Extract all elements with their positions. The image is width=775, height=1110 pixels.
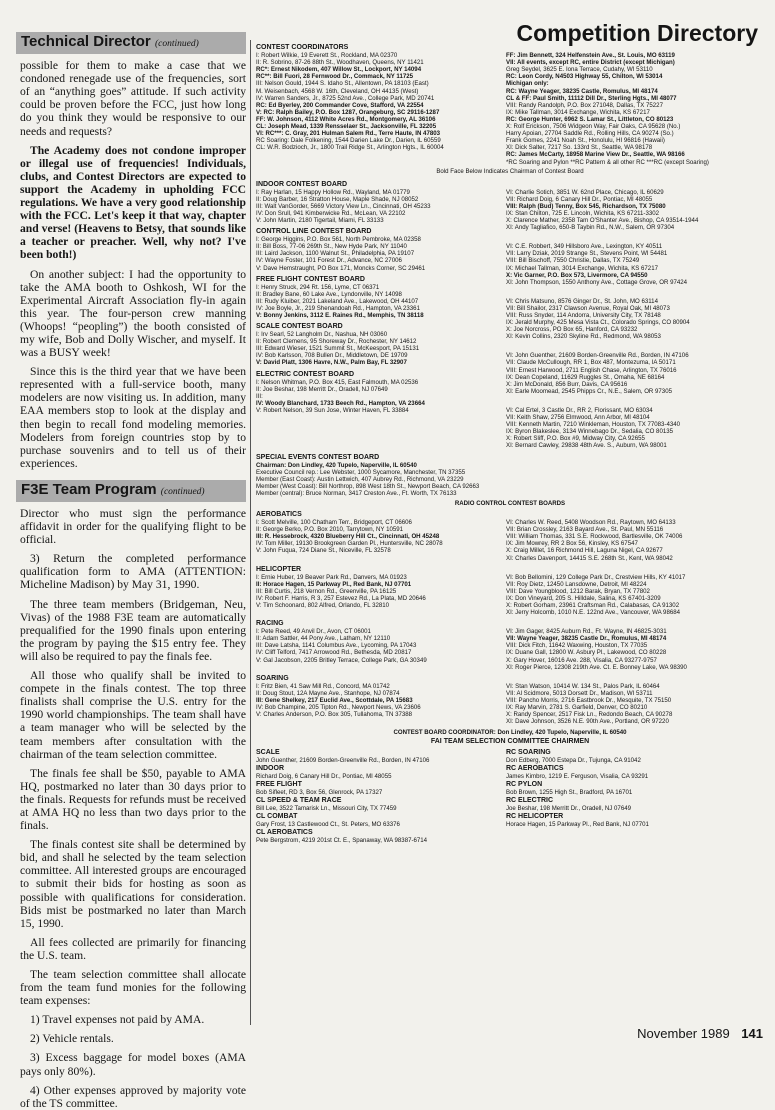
fai-heading: FAI TEAM SELECTION COMMITTEE CHAIRMEN: [430, 738, 590, 746]
board-member-line: III: Rudy Kluiber, 2021 Lakeland Ave., Lakewood, OH 44107: [256, 297, 419, 305]
board-member-line: X: Clarence Mather, 2358 Tam O'Shanter Ave., Bishop, CA 93514-1944: [506, 217, 699, 225]
board-member-line: IX: Jim Mowrey, RR 2 Box 56, Kinsley, KS 67547: [506, 540, 638, 548]
board-member-line: VI: Stan Watson, 10414 W. 134 St., Palos Park, IL 60464: [506, 682, 660, 690]
f3e-paragraph: All those who qualify shall be invited to compete in the finals contest. The top three finalists shall comprise the U.S. entry for the 1990 world championships. The team shall have a team manager who will be selected by the team members after consultation with the chairman of the team selection committee.: [20, 669, 246, 761]
board-member-line: VII: Brian Crossley, 2163 Bayard Ave., St. Paul, MN 55116: [506, 526, 664, 534]
board-member-line: V: John Martin, 2180 Tigertail, Miami, FL 33133: [256, 217, 384, 225]
board-member-line: X: Vic Garner, P.O. Box 573, Livermore, CA 94550: [506, 271, 648, 279]
board-member-line: I: Scott Melville, 100 Chatham Terr., Bridgeport, CT 06606: [256, 519, 412, 527]
board-member-line: III: Edward Wieser, 1521 Summit St., McKeesport, PA 15131: [256, 345, 420, 353]
coordinator-line: RC Soaring: Dale Folkening, 1544 Darien Lake Dr., Darien, IL 60559: [256, 137, 441, 145]
board-member-line: V: Charles Anderson, P.O. Box 305, Tullahoma, TN 37388: [256, 711, 413, 719]
rc-section-right: [506, 519, 762, 562]
board-member-line: IX: Duane Gall, 12800 W. Asbury Pl., Lakewood, CO 80228: [506, 649, 667, 657]
coordinator-line: *RC Soaring and Pylon **RC Pattern & all other RC ***RC (except Soaring): [506, 158, 709, 166]
coordinator-line: FF: W. Johnson, 4112 White Acres Rd., Montgomery, AL 36106: [256, 115, 436, 123]
bold-note: Bold Face Below Indicates Chairman of Contest Board: [436, 167, 584, 175]
special-events-line: Executive Council rep.: Lee Webster, 1000 Sycamore, Manchester, TN 37355: [256, 468, 466, 476]
f3e-paragraph: The finals fee shall be $50, payable to AMA HQ, postmarked no later than 30 days prior to the finals. Requests for refunds must be received at AMA HQ no less than two days prior to the finals.: [20, 766, 247, 833]
td-paragraph: possible for them to make a case that we condoned renegade use of the frequencies, sort of an “anything goes” attitude. If such activity could be proven before the FCC, just how long do you think they would be responsive to our needs and requests?: [20, 59, 246, 138]
f3e-banner: [16, 480, 246, 502]
page-number: 141: [741, 1026, 763, 1041]
board-member-line: IX: Michael Tallman, 3014 Exchange, Wichita, KS 67217: [506, 264, 658, 272]
board-member-line: I: Irv Searl, 52 Langholm Dr., Nashua, NH 03060: [256, 331, 388, 339]
board-member-line: IX: Ray Marvin, 2781 S. Garfield, Denver, CO 80210: [506, 704, 648, 712]
coordinator-line: Frank Gomes, 2241 Noah St., Honolulu, HI 96816 (Hawaii): [506, 137, 665, 145]
board-member-line: VIII: Ernest Harwood, 2711 English Chase, Arlington, TX 76016: [506, 366, 677, 374]
coordinators-row: [256, 52, 764, 166]
board-member-line: VIII: Dave Youngblood, 1212 Barak, Bryan, TX 77802: [506, 587, 650, 595]
coordinator-line: RC: Wayne Yeager, 38235 Castle, Romulus, MI 48174: [506, 87, 658, 95]
fai-category: SCALE: [256, 748, 280, 756]
f3e-paragraph: 4) Other expenses approved by majority vote of the TS committee.: [20, 1083, 246, 1110]
board-member-line: III: Walt VanGorder, 5669 Victory View Ln., Cincinnati, OH 45233: [256, 202, 431, 210]
board-member-line: XI: Roger Pierce, 12308 219th Ave. Ct. E. Bonney Lake, WA 98390: [506, 663, 687, 671]
coordinator-line: IV: Warren Sanders, Jr., 8725 52nd Ave., College Park, MD 20741: [256, 94, 435, 102]
fai-chairman: Gary Frost, 13 Castlewood Ct., St. Peters, MO 63376: [256, 820, 400, 828]
board-member-line: IV: Don Srull, 941 Kimberwicke Rd., McLean, VA 22102: [256, 209, 406, 217]
page-title: Competition Directory: [516, 20, 758, 46]
board-heading: [506, 290, 762, 298]
fai-chairman: Pete Bergstrom, 4219 201st Ct. E., Spanaway, WA 98387-6714: [256, 836, 428, 844]
f3e-paragraph: The team selection committee shall allocate from the team fund monies for the following team expenses:: [20, 968, 246, 1008]
board-member-line: XI: Earle Moomead, 2545 Phipps Cr., N.E., Salem, OR 97305: [506, 387, 672, 395]
board-heading: ELECTRIC CONTEST BOARD: [256, 370, 354, 378]
coordinator-line: V: RC: Ralph Bailey, P.O. Box 1287, Orangeburg, SC 29116-1287: [256, 108, 440, 116]
f3e-paragraph: The three team members (Bridgeman, Neu, Vivas) of the 1988 F3E team are automatically prequalified for the 1990 finals upon entering the program by paying the $15 entry fee. They will also be required to pay the finals fee.: [20, 597, 246, 663]
special-events-line: Member (central): Bruce Norman, 3417 Creston Ave., Ft. Worth, TX 76133: [256, 489, 457, 497]
board-heading: [506, 181, 762, 189]
fai-row: [256, 748, 764, 845]
td-paragraph: On another subject: I had the opportunity to take the AMA booth to Oshkosh, WI for the Experimental Aircraft Association fly-in again this year. The four-person crew manning (Whoops! “peopling”) the booth consisted of my wife, Bob and Dolly Wischer, and myself. It was a BUSY week!: [20, 267, 246, 360]
special-events-line: Member (West Coast): Bill Northrop, 898 West 18th St., Newport Beach, CA 92663: [256, 482, 480, 490]
coordinator-line: VI: RC***: C. Gray, 201 Hulman Salem Rd., Terre Haute, IN 47803: [256, 130, 441, 138]
continued-label: (continued): [160, 486, 205, 497]
f3e-title: F3E Team Program: [21, 480, 157, 498]
board-heading: FREE FLIGHT CONTEST BOARD: [256, 275, 365, 283]
rc-section-row: [256, 628, 764, 671]
board-member-line: II: Robert Clemens, 95 Shoreway Dr., Rochester, NY 14612: [256, 338, 417, 346]
f3e-paragraph: 2) Vehicle rentals.: [30, 1032, 114, 1046]
rc-section-heading: AEROBATICS: [256, 511, 302, 519]
fai-chairman: Bob Brown, 1255 High St., Bradford, PA 16701: [506, 788, 633, 796]
fai-category: FREE FLIGHT: [256, 780, 302, 788]
board-member-line: VIII: William Thomas, 331 S.E. Rockwood, Bartlesville, OK 74006: [506, 533, 683, 541]
board-member-line: XI: Charles Davenport, 14415 S.E. 268th St., Kent, WA 98042: [506, 554, 673, 562]
board-member-line: II: Adam Sattler, 44 Pony Ave., Latham, NY 12110: [256, 635, 391, 643]
fai-category: RC AEROBATICS: [506, 764, 564, 772]
coordinator-line: Greg Seydel, 3625 E. Iona Terrace, Cudahy, WI 53110: [506, 66, 653, 74]
coordinator-line: RC**: Bill Fuori, 28 Fernwood Dr., Commack, NY 11725: [256, 73, 414, 81]
board-heading: INDOOR CONTEST BOARD: [256, 180, 347, 188]
board-member-line: X: Robert Sliff, P.O. Box #9, Midway City, CA 92655: [506, 435, 645, 443]
board-member-line: III: Bill Curtis, 218 Vernon Rd., Greenville, PA 16125: [256, 587, 397, 595]
board-member-line: V: Robert Nelson, 39 Sun Jose, Winter Haven, FL 33884: [256, 406, 409, 414]
board-member-line: I: Ray Harlan, 15 Happy Hollow Rd., Wayland, MA 01779: [256, 188, 410, 196]
board-member-line: II: Joe Beshar, 198 Merritt Dr., Oradell, NJ 07649: [256, 385, 388, 393]
fai-chairman: Don Edberg, 7000 Estepa Dr., Tujunga, CA 91042: [506, 756, 641, 764]
radio-control-heading: RADIO CONTROL CONTEST BOARDS: [454, 499, 566, 507]
coordinator-line: CL: Joseph Mead, 1339 Rensselaer St., Jacksonville, FL 32205: [256, 123, 437, 131]
board-heading: [506, 344, 762, 352]
board-member-line: V: John Fuqua, 724 Diane St., Niceville, FL 32578: [256, 547, 391, 555]
board-member-line: IX: Jerald Murphy, 425 Mesa Vista Ct., Colorado Springs, CO 80904: [506, 319, 690, 327]
issue-date: November 1989: [637, 1026, 730, 1041]
fai-chairman: Joe Beshar, 198 Merritt Dr., Oradell, NJ 07649: [506, 804, 631, 812]
board-member-line: VIII: Kenneth Martin, 7210 Winkleman, Houston, TX 77083-4340: [506, 421, 680, 429]
coordinators-left: [256, 52, 506, 166]
board-member-line: II: Doug Stout, 12A Mayne Ave., Stanhope, NJ 07874: [256, 689, 400, 697]
technical-director-banner: [16, 32, 246, 54]
fai-category: CL SPEED & TEAM RACE: [256, 796, 342, 804]
board-member-line: X: Jim McDonald, 856 Burr, Davis, CA 95616: [506, 380, 628, 388]
coordinator-line: XI: Dick Salter, 7217 So. 133rd St., Seattle, WA 98178: [506, 144, 653, 152]
rc-section-row: [256, 574, 764, 617]
coordinator-line: III: Nelson Gould, 1944 S. Idaho St., Allentown, PA 18103 (East): [256, 80, 429, 88]
fai-category: RC PYLON: [506, 780, 543, 788]
column-divider: [250, 40, 251, 1025]
board-member-line: VII: Larry Dziak, 2019 Strange St., Stevens Point, WI 54481: [506, 250, 668, 258]
board-member-line: X: Craig Millet, 16 Richmond Hill, Laguna Nigel, CA 92677: [506, 547, 663, 555]
rc-section-heading: SOARING: [256, 674, 289, 682]
page-footer: [629, 1026, 763, 1041]
coordinator-line: RC: Ed Byerley, 200 Commander Cove, Stafford, VA 22554: [256, 101, 424, 109]
coordinator-line: VIII: Randy Randolph, P.O. Box 271048, Dallas, TX 75227: [506, 101, 663, 109]
board-heading: [506, 235, 762, 243]
board-member-line: XI: Andy Tagliafico, 650-B Taybin Rd., N.W., Salem, OR 97304: [506, 224, 675, 232]
board-member-line: XI: Jerry Holcomb, 1010 N.E. 122nd Ave., Vancouver, WA 98684: [506, 609, 680, 617]
f3e-paragraph: Director who must sign the performance affidavit in order for the qualifying flight to be official.: [20, 507, 246, 547]
coordinator-line: RC*: Ernest Nikodem, 407 Willow St., Lockport, NY 14094: [256, 66, 422, 74]
fai-left: [256, 748, 506, 845]
board-member-line: V: Bonny Jenkins, 3112 E. Raines Rd., Memphis, TN 38118: [256, 312, 424, 319]
board-member-line: IV: Bob Champine, 205 Tipton Rd., Newport News, VA 23606: [256, 704, 421, 712]
board-member-line: V: Tim Schoonard, 802 Alfred, Orlando, FL 32810: [256, 602, 390, 609]
board-member-line: XI: Dave Johnson, 3526 N.E. 90th Ave., Portland, OR 97220: [506, 718, 669, 726]
board-member-line: VIII: Russ Snyder, 114 Andorra, University City, TX 78148: [506, 312, 661, 319]
board-member-line: II: Bill Boss, 77-06 269th St., New Hyde Park, NY 11040: [256, 243, 407, 251]
board-member-line: IX: Byron Blakeslee, 3134 Winnebago Dr., Sedalia, CO 80135: [506, 428, 674, 436]
fai-category: RC ELECTRIC: [506, 796, 554, 804]
board-member-line: VI: Charlie Sotich, 3851 W. 62nd Place, Chicago, IL 60629: [506, 188, 664, 196]
coordinator-line: VII: All events, except RC, entire District (except Michigan): [506, 59, 675, 67]
f3e-body: [20, 507, 246, 1110]
board-member-line: V: David Platt, 1306 Havre, N.W., Palm Bay, FL 32907: [256, 359, 407, 367]
rc-section-left: [256, 683, 506, 726]
board-member-line: I: Pete Reed, 49 Anvil Dr., Avon, CT 06001: [256, 628, 371, 636]
board-member-line: IX: Dean Copeland, 11629 Ruggles St., Omaha, NE 68164: [506, 373, 665, 381]
board-member-line: VII: Richard Doig, 6 Canary Hill Dr., Pontiac, MI 48055: [506, 195, 653, 203]
coordinator-line: RC: James McCarty, 18958 Marine View Dr., Seattle, WA 98166: [506, 151, 685, 159]
fai-chairman: Bill Lee, 3522 Tamarisk Ln., Missouri City, TX 77459: [256, 804, 397, 812]
board-member-line: VII: Roy Dietz, 12450 Lansdowne, Detroit, MI 48224: [506, 580, 647, 588]
f3e-paragraph: 3) Return the completed performance qualification form to AMA (ATTENTION: Micheline Madison) by May 31, 1990.: [20, 552, 246, 592]
fai-category: INDOOR: [256, 764, 284, 772]
rc-section-heading: RACING: [256, 620, 284, 628]
continued-label: (continued): [154, 39, 199, 49]
rc-section-left: [256, 519, 506, 562]
technical-director-title: Technical Director: [21, 33, 151, 50]
board-member-line: VII: Al Scidmore, 5013 Dorsett Dr., Madison, WI 53711: [506, 689, 653, 697]
rc-section-right: [506, 574, 762, 617]
board-heading: SCALE CONTEST BOARD: [256, 323, 343, 331]
board-member-line: V: Dave Hemstraught, PO Box 171, Moncks Corner, SC 29461: [256, 264, 426, 272]
boards-right: [506, 177, 762, 450]
td-paragraph: The Academy does not condone improper or illegal use of frequencies! Individuals, clubs, and Contest Directors are expected to support the Academy in upholding FCC regulations. We have a very good relationship with the FCC. Let's keep it that way, chapter and verse! (Heavens to Betsy, that sounds like a teacher or preacher. Well, why not? I've been both!): [20, 143, 246, 262]
board-member-line: VII: Keith Shaw, 2756 Elmwood, Ann Arbor, MI 48104: [506, 414, 650, 422]
board-member-line: I: George Higgins, P.O. Box 561, North Pembroke, MA 02358: [256, 236, 421, 244]
fai-chairman: James Kimbro, 1219 E. Ferguson, Visalia, CA 93291: [506, 772, 649, 780]
fai-chairman: Horace Hagen, 15 Parkway Pl., Red Bank, NJ 07701: [506, 820, 649, 828]
rc-section-left: [256, 574, 506, 617]
board-member-line: VI: Charles W. Reed, 5408 Woodson Rd., Raytown, MO 64133: [506, 519, 676, 527]
board-member-line: IV: Cliff Telford, 7417 Arrowood Rd., Bethesda, MD 20817: [256, 649, 412, 657]
fai-category: RC HELICOPTER: [506, 812, 564, 820]
board-member-line: VII: Bill Shailor, 2317 Clawson Avenue, Royal Oak, MI 48073: [506, 304, 670, 312]
coordinator-line: II: R. Sobrino, 87-26 88th St., Woodhaven, Queens, NY 11421: [256, 59, 424, 67]
board-member-line: VII: Claude McCullough, RR 1, Box 487, Montezuma, IA 50171: [506, 359, 676, 367]
board-member-line: VI: Jim Gager, 8425 Auburn Rd., Ft. Wayne, IN 46825-3031: [506, 628, 667, 636]
board-member-line: IV: Woody Blanchard, 1733 Beech Rd., Hampton, VA 23664: [256, 399, 425, 407]
board-member-line: V: Gal Jacobson, 2205 Britley Terrace, College Park, GA 30349: [256, 656, 427, 664]
board-member-line: I: Ernie Huber, 19 Beaver Park Rd., Danvers, MA 01923: [256, 573, 407, 581]
board-member-line: VIII: Ralph (Bud) Tenny, Box 545, Richardson, TX 75080: [506, 202, 666, 210]
board-member-line: I: Fritz Bien, 41 Saw Mill Rd., Concord, MA 01742: [256, 682, 390, 690]
rc-section-right: [506, 628, 762, 671]
radio-control-boards: [256, 511, 764, 725]
competition-directory: [256, 20, 764, 1020]
board-coordinator: CONTEST BOARD COORDINATOR: Don Lindley, 420 Tupelo, Naperville, IL 60540: [393, 729, 627, 737]
board-member-line: III:: [256, 392, 263, 400]
rc-section-row: [256, 683, 764, 726]
board-member-line: XI: John Thompson, 1550 Anthony Ave., Cottage Grove, OR 97424: [506, 278, 688, 286]
special-events-list: [256, 462, 764, 497]
contest-coordinators-heading: CONTEST COORDINATORS: [256, 44, 349, 52]
board-member-line: III: Gene Shelkey, 217 Euclid Ave., Scottdale, PA 15683: [256, 696, 413, 704]
boards-left: [256, 177, 506, 450]
board-member-line: IX: Don Vineyard, 205 S. Hilldale, Salina, KS 67401-3209: [506, 594, 661, 602]
board-heading: CONTROL LINE CONTEST BOARD: [256, 228, 372, 236]
board-member-line: IV: Wayne Foster, 101 Forest Dr., Advance, NC 27006: [256, 257, 402, 265]
boards-row: [256, 177, 764, 450]
board-member-line: III: Laird Jackson, 1100 Walnut St., Philadelphia, PA 19107: [256, 250, 415, 258]
coordinator-line: M. Weisenbach, 4568 W. 16th, Cleveland, OH 44135 (West): [256, 87, 419, 95]
board-member-line: X: Joe Norcross, PO Box 65, Hanford, CA 93232: [506, 326, 638, 334]
board-member-line: VI: Bob Bellomini, 129 College Park Dr., Crestview Hills, KY 41017: [506, 573, 686, 581]
f3e-paragraph: The finals contest site shall be determined by bid, and shall he selected by the team selection committee. All interested groups are encouraged to submit their bids for hosting as soon as possible with qualifications for consideration. Bids mist be postmarked no later than March 15, 1990.: [20, 838, 246, 930]
board-member-line: IV: Bob Karlsson, 708 Bullen Dr., Middletown, DE 19709: [256, 352, 408, 360]
td-paragraph: Since this is the third year that we have been represented with a full-service booth, many modelers are now visiting us. In addition, many EAA members stop to look at the display and then begin to recall fond modeling memories. Modelers from foreign countries stop by to purchase souvenirs and to tell us of their experiences.: [20, 365, 246, 470]
board-member-line: VIII: Bill Bischoff, 7550 Christie, Dallas, TX 75249: [506, 257, 640, 265]
board-member-line: IV: Joe Boyle, Jr., 219 Shenandoah Rd., Hampton, VA 23361: [256, 304, 420, 312]
board-member-line: VIII: Dick Fitch, 11642 Waxwing, Houston, TX 77035: [506, 642, 648, 650]
fai-category: RC SOARING: [506, 748, 551, 756]
board-member-line: X: Robert Gorham, 23961 Craftsman Rd., Calabasas, CA 91302: [506, 602, 680, 609]
coordinator-line: FF: Jim Bennett, 324 Helfenstein Ave., St. Louis, MO 63119: [506, 52, 675, 60]
coordinator-line: RC: George Hunter, 6962 S. Lamar St., Littleton, CO 80123: [506, 115, 674, 123]
fai-chairman: John Guenther, 21609 Borden-Greenville Rd., Borden, IN 47106: [256, 756, 430, 764]
board-member-line: I: Henry Struck, 294 Rt. 156, Lyme, CT 06371: [256, 283, 380, 291]
board-member-line: III: Dave Latsha, 1141 Columbus Ave., Lycoming, PA 17043: [256, 642, 417, 650]
fai-chairman: Richard Doig, 6 Canary Hill Dr., Pontiac, MI 48055: [256, 772, 392, 780]
board-member-line: VII: Wayne Yeager, 38235 Castle Dr., Romulus, MI 48174: [506, 635, 667, 643]
board-member-line: XI: Bernard Cawley, 29838 48th Ave. S., Auburn, WA 98001: [506, 442, 667, 450]
board-member-line: II: Bradley Bane, 60 Lake Ave., Lyndonville, NY 14098: [256, 290, 402, 298]
left-column: [20, 32, 247, 1110]
board-member-line: IV: Tom Miller, 19130 Brookgreen Garden Pl., Huntersville, NC 28078: [256, 540, 443, 548]
rc-section-row: [256, 519, 764, 562]
rc-section-right: [506, 683, 762, 726]
board-member-line: XI: Kevin Collins, 2320 Skyline Rd., Redmond, WA 98053: [506, 333, 661, 341]
board-member-line: X: Randy Spencer, 2517 Fisk Ln., Redondo Beach, CA 90278: [506, 711, 673, 719]
board-member-line: VI: John Guenther, 21609 Borden-Greenville Rd., Borden, IN 47106: [506, 352, 689, 360]
board-member-line: III: R. Hessebrock, 4320 Blueberry Hill Ct., Cincinnati, OH 45248: [256, 533, 440, 541]
special-events-line: Chairman: Don Lindley, 420 Tupelo, Naperville, IL 60540: [256, 461, 417, 469]
rc-section-heading: HELICOPTER: [256, 565, 302, 573]
board-member-line: II: George Berko, P.O. Box 2010, Tarrytown, NY 10591: [256, 526, 404, 534]
coordinator-line: CL: W.R. Bodzioch, Jr., 1800 Trail Ridge St., Arlington Hgts., IL 60004: [256, 144, 444, 152]
fai-category: CL AEROBATICS: [256, 828, 313, 836]
special-events-heading: SPECIAL EVENTS CONTEST BOARD: [256, 453, 380, 461]
rc-section-left: [256, 628, 506, 671]
coordinator-line: CL & FF: Paul Smith, 11112 Dill Dr., Sterling Hgts., MI 48077: [506, 94, 677, 102]
coordinator-line: I: Robert Wilkie, 19 Everett St., Rockland, MA 02370: [256, 52, 398, 60]
board-member-line: X: Gary Hover, 16016 Ave. 288, Visalia, CA 93277-9757: [506, 656, 657, 664]
board-heading: [506, 399, 762, 407]
board-member-line: II: Doug Barber, 16 Stratton House, Maple Shade, NJ 08052: [256, 195, 419, 203]
f3e-paragraph: 1) Travel expenses not paid by AMA.: [30, 1013, 205, 1027]
coordinator-line: Harry Apoian, 27704 Saddle Rd., Rolling Hills, CA 90274 (So.): [506, 130, 674, 138]
board-member-line: VI: C.E. Robbert, 349 Hillsboro Ave., Lexington, KY 40511: [506, 243, 663, 251]
coordinator-line: X: Rolf Erickson, 7506 Widgeon Way, Fair Oaks, CA 95628 (No.): [506, 123, 681, 131]
special-events-line: Member (East Coast): Austin Lettwich, 407 Aubrey Rd., Richmond, VA 23229: [256, 475, 464, 483]
board-member-line: IX: Stan Chilton, 725 E. Lincoln, Wichita, KS 67211-3302: [506, 209, 659, 217]
coordinator-line: RC: Leon Cordy, N4503 Highway 55, Chilton, WI 53014: [506, 73, 663, 81]
f3e-paragraph: 3) Excess baggage for model boxes (AMA pays only 80%).: [20, 1051, 246, 1078]
board-member-line: VI: Cal Ertel, 3 Castle Dr., RR 2, Florissant, MO 63034: [506, 406, 653, 414]
f3e-paragraph: All fees collected are primarily for financing the U.S. team.: [20, 935, 246, 962]
coordinators-right: [506, 52, 762, 166]
board-member-line: VI: Chris Matsuno, 8576 Ginger Dr., St. John, MO 63114: [506, 297, 658, 305]
fai-category: CL COMBAT: [256, 812, 298, 820]
fai-right: [506, 748, 762, 845]
board-member-line: I: Nelson Whitman, P.O. Box 415, East Falmouth, MA 02536: [256, 378, 419, 386]
board-member-line: VIII: Pancho Morris, 2716 Eastbrook Dr., Mesquite, TX 75150: [506, 696, 672, 704]
coordinator-line: Michigan only:: [506, 80, 549, 88]
fai-chairman: Bob Sifleet, RD 3, Box 56, Glenrock, PA 17327: [256, 788, 383, 796]
coordinator-line: IX: Mike Tallman, 3014 Exchange, Wichita, KS 67217: [506, 108, 650, 116]
board-member-line: II: Horace Hagen, 15 Parkway Pl., Red Bank, NJ 07701: [256, 580, 412, 588]
board-member-line: IV: Robert F. Harris, R 3, 257 Estevez Rd., La Plata, MD 20646: [256, 594, 426, 602]
